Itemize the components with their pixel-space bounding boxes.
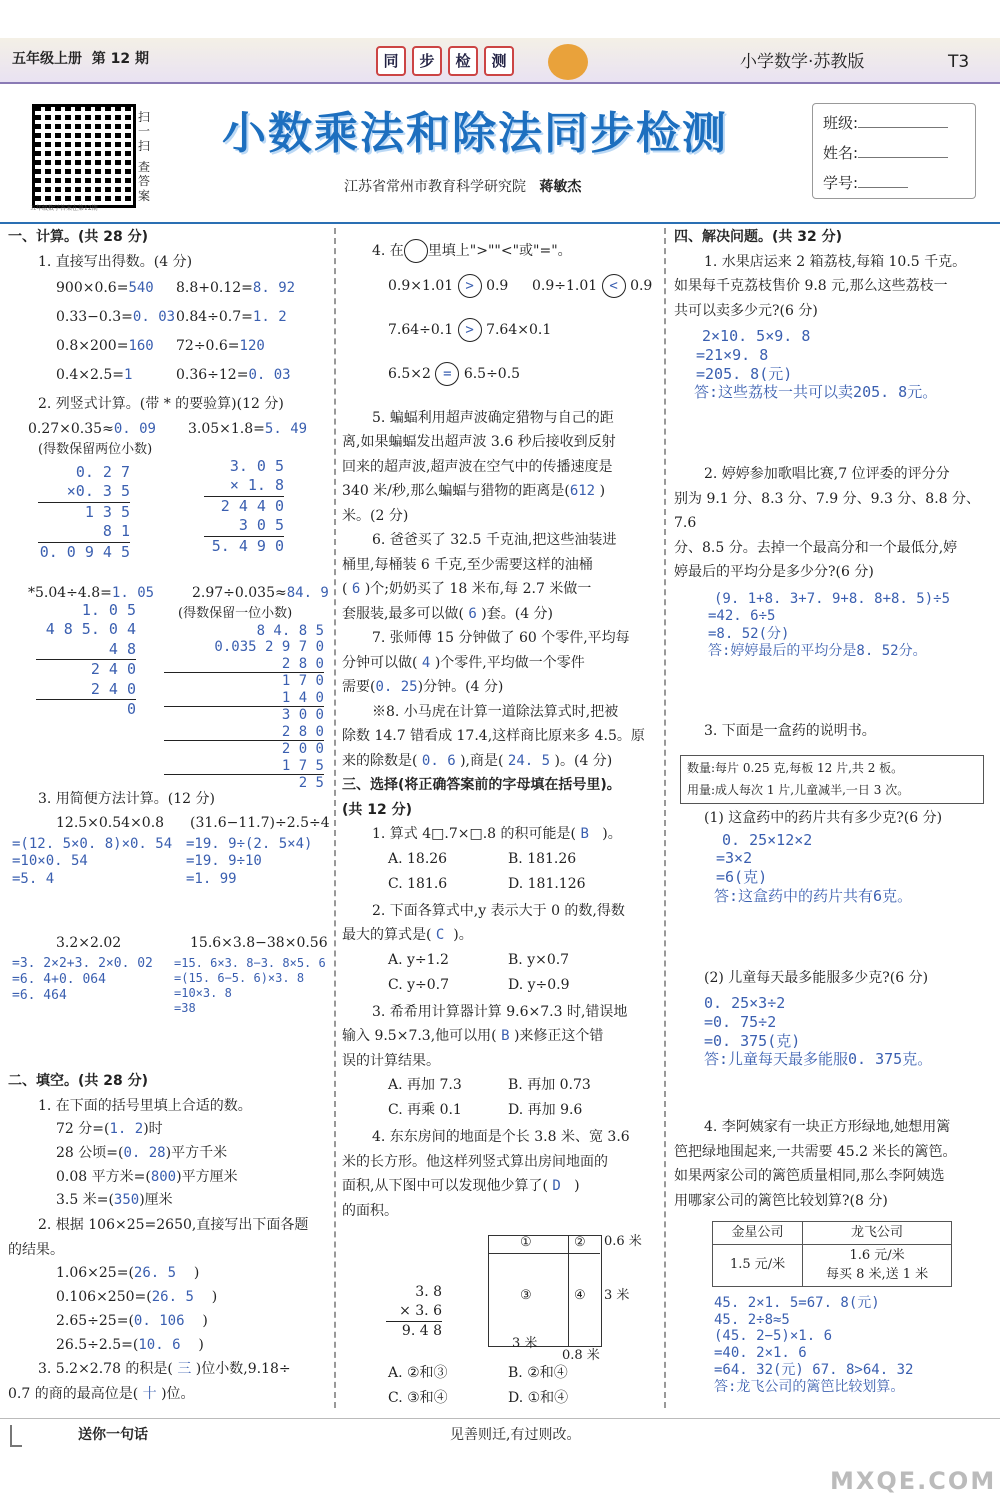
company-table — [712, 1221, 952, 1287]
calc-3-work: 1. 0 5 4 8 5. 0 4 4 8 2 4 0 2 4 0 0 — [36, 601, 136, 720]
calc-3-expr: *5.04÷4.8=1. 05 — [28, 584, 155, 601]
problem-2: 2. 婷婷参加歌唱比赛,7 位评委的评分分 别为 9.1 分、8.3 分、7.9 分、9.3 分、8.8 分、7.6 分、8.5 分。去掉一个最高分和一个最低分,婷 婷最后的平均分是多少分?(6 分) — [674, 466, 981, 580]
option[interactable]: A. ②和③ — [388, 1365, 448, 1381]
footer — [0, 1418, 1000, 1451]
simplify-3: 3.2×2.02 =3. 2×2+3. 2×0. 02 =6. 4+0. 064 =6. 464 — [12, 935, 153, 1003]
q2-prompt: 2. 列竖式计算。(带 * 的要验算)(12 分) — [38, 396, 284, 412]
simplify-calcs — [8, 811, 328, 1069]
calc-1-work: 0. 2 7 ×0. 3 5 1 3 5 8 1 0. 0 9 4 5 — [39, 462, 130, 561]
footer-quote: 见善则迁,有过则改。 — [450, 1427, 581, 1443]
table-cell: 1.5 元/米 — [713, 1245, 803, 1286]
simplify-1-steps: =(12. 5×0. 8)×0. 54 =10×0. 54 =5. 4 — [12, 835, 173, 887]
medicine-instructions: 数量:每片 0.25 克,每板 12 片,共 2 板。 用量:成人每次 1 片,儿童减半,一日 3 次。 — [680, 755, 984, 804]
option[interactable]: A. y÷1.2 — [388, 951, 449, 968]
room-figure — [342, 1233, 658, 1361]
subject-label: 小学数学·苏教版 — [740, 52, 865, 72]
compare-item: 0.9×1.01 > 0.9 — [388, 274, 508, 299]
option[interactable]: A. 再加 7.3 — [388, 1077, 462, 1093]
circle-icon — [404, 239, 428, 263]
fill-item: 0.106×250=(26. 5 ) — [56, 1288, 218, 1305]
compare-item: 0.9÷1.01 < 0.9 — [532, 274, 652, 299]
watermark: MXQE.COM — [830, 1467, 997, 1495]
corner-mark-icon — [10, 1425, 22, 1447]
footer-left: 送你一句话 — [78, 1427, 148, 1443]
compare-items — [342, 270, 658, 406]
fill-item: 2.65÷25=(0. 106 ) — [56, 1312, 208, 1329]
q5-text: 5. 蝙蝠利用超声波确定猎物与自己的距 离,如果蝙蝠发出超声波 3.6 秒后接收到反射 回来的超声波,超声波在空气中的传播速度是 340 米/秒,那么蝙蝠与猎物的距离是(612 ) 米。(2 分) — [342, 409, 616, 524]
oral-row: 900×0.6=540 — [56, 280, 154, 296]
fill-item: 28 公顷=(0. 28)平方千米 — [56, 1144, 228, 1161]
simplify-2-steps: =19. 9÷(2. 5×4) =19. 9÷10 =1. 99 — [186, 835, 313, 887]
simplify-2: (31.6−11.7)÷2.5÷4 =19. 9÷(2. 5×4) =19. 9÷10 =1. 99 — [186, 815, 330, 887]
problem-1-solution: 2×10. 5×9. 8 =21×9. 8 =205. 8(元) 答:这些荔枝一共可以卖205. 8元。 — [694, 327, 938, 402]
qr-note: 五年级数学答案在第12期 — [30, 205, 98, 212]
fill-3-prompt: 3. 5.2×2.78 的积是( 三 )位小数,9.18÷ — [38, 1361, 291, 1378]
option[interactable]: D. 181.126 — [508, 875, 586, 892]
problem-3a: (1) 这盒药中的药片共有多少克?(6 分) — [704, 810, 943, 827]
name-field[interactable]: 姓名: — [823, 140, 948, 166]
problem-4-solution: 45. 2×1. 5=67. 8(元) 45. 2÷8≈5 (45. 2−5)×1. 6 =40. 2×1. 6 =64. 32(元) 67. 8>64. 32 答:龙飞公司的篱笆比较划算。 — [714, 1294, 914, 1395]
dim-08: 0.8 米 — [562, 1348, 600, 1363]
fill-item: 26.5÷2.5=(10. 6 ) — [56, 1336, 204, 1353]
column-divider-1 — [334, 228, 336, 1408]
problem-2-solution: (9. 1+8. 3+7. 9+8. 8+8. 5)÷5 =42. 6÷5 =8. 52(分) 答:婷婷最后的平均分是8. 52分。 — [708, 590, 951, 659]
q1-prompt: 1. 直接写出得数。(4 分) — [38, 253, 193, 270]
grade-label: 五年级上册 第 12 期 — [12, 51, 149, 67]
option[interactable]: B. ②和④ — [508, 1365, 568, 1381]
fill-item: 72 分=(1. 2)时 — [56, 1121, 163, 1137]
oral-row: 0.36÷12=0. 03 — [176, 367, 291, 383]
lion-mascot-icon — [548, 44, 588, 80]
section-2-title: 二、填空。(共 28 分) — [8, 1073, 149, 1089]
fill-2-prompt: 2. 根据 106×25=2650,直接写出下面各题 — [38, 1217, 309, 1234]
region-3: ③ — [520, 1288, 532, 1303]
section-tags — [376, 46, 520, 76]
qr-code[interactable] — [32, 104, 136, 208]
simplify-1: 12.5×0.54×0.8 =(12. 5×0. 8)×0. 54 =10×0. 54 =5. 4 — [12, 815, 173, 887]
choice-3: 3. 希希用计算器计算 9.6×7.3 时,错误地 输入 9.5×7.3,他可以用( B )来修正这个错 误的计算结果。 — [342, 1003, 628, 1069]
option[interactable]: C. 181.6 — [388, 875, 448, 892]
middle-column — [342, 225, 658, 1413]
table-cell: 1.6 元/米 每买 8 米,送 1 米 — [803, 1245, 952, 1286]
keep-two-note: (得数保留两位小数) — [38, 441, 153, 457]
student-info-box — [812, 103, 976, 199]
compare-item: 7.64÷0.1 > 7.64×0.1 — [388, 318, 551, 343]
option[interactable]: B. 181.26 — [508, 850, 577, 867]
dim-3-right: 3 米 — [604, 1288, 630, 1303]
tag-4: 测 — [484, 46, 514, 76]
option[interactable]: C. 再乘 0.1 — [388, 1102, 462, 1118]
fill-1-items — [8, 1118, 328, 1213]
calc-4-work: 8 4. 8 5 0.035 2 9 7 0 2 8 0 1 7 0 1 4 0 3 0 0 2 8 0 2 0 0 1 7 5 2 5 — [164, 623, 324, 792]
choice-4-options — [342, 1361, 658, 1413]
vertical-calcs — [8, 417, 329, 792]
oral-row: 72÷0.6=120 — [176, 338, 265, 354]
choice-2-cont: 最大的算式是( C )。 — [342, 927, 473, 943]
choice-2: 2. 下面各算式中,y 表示大于 0 的数,得数 — [372, 902, 625, 919]
choice-1: 1. 算式 4□.7×□.8 的积可能是( B )。 — [372, 826, 622, 842]
class-field[interactable]: 班级: — [823, 110, 948, 136]
problem-3b-solution: 0. 25×3÷2 =0. 75÷2 =0. 375(克) 答:儿童每天最多能服0. 375克。 — [704, 994, 933, 1069]
problem-3b: (2) 儿童每天最多能服多少克?(6 分) — [704, 969, 929, 986]
option[interactable]: D. ①和④ — [508, 1390, 569, 1406]
fill-item: 0.08 平方米=(800)平方厘米 — [56, 1168, 238, 1185]
q6-text: 6. 爸爸买了 32.5 千克油,把这些油装进 桶里,每桶装 6 千克,至少需要这样的油桶 ( 6 )个;奶奶买了 18 米布,每 2.7 米做一 套服装,最多可以做( 6 )套。(4 分) — [342, 532, 617, 622]
choice-2-options — [342, 948, 658, 1000]
choice-3-options — [342, 1073, 658, 1125]
calc-2-expr: 3.05×1.8=5. 49 — [188, 420, 308, 437]
option[interactable]: C. ③和④ — [388, 1390, 448, 1406]
tag-2: 步 — [412, 46, 442, 76]
oral-row: 0.8×200=160 — [56, 338, 154, 354]
option[interactable]: D. y÷0.9 — [508, 976, 570, 993]
choice-4: 4. 东东房间的地面是个长 3.8 米、宽 3.6 米的长方形。他这样列竖式算出房间地面的 面积,从下图中可以发现他少算了( D ) 的面积。 — [342, 1129, 630, 1219]
problem-3a-solution: 0. 25×12×2 =3×2 =6(克) 答:这盒药中的药片共有6克。 — [714, 830, 913, 905]
compare-item: 6.5×2 = 6.5÷0.5 — [388, 362, 520, 387]
option[interactable]: C. y÷0.7 — [388, 976, 450, 993]
calc-4-expr: 2.97÷0.035≈84. 9 — [192, 584, 329, 601]
section-3-title: 三、选择(将正确答案前的字母填在括号里)。 — [342, 777, 621, 793]
q8-text: ※8. 小马虎在计算一道除法算式时,把被 除数 14.7 错看成 17.4,这样商比原来多 4.5。原 来的除数是( 0. 6 ),商是( 24. 5 )。(4 分) — [342, 703, 645, 769]
section-1-title: 一、计算。(共 28 分) — [8, 229, 149, 245]
oral-row: 8.8+0.12=8. 92 — [176, 280, 296, 296]
fill-2-items — [8, 1262, 328, 1357]
table-header: 金星公司 — [713, 1222, 803, 1245]
room-multiplication: 3. 8 × 3. 6 9. 4 8 — [386, 1283, 442, 1341]
title-divider — [0, 222, 1000, 224]
qr-scan-label: 扫一扫 — [138, 110, 151, 153]
oral-grid — [8, 274, 328, 392]
region-1: ① — [520, 1235, 532, 1250]
simplify-3-steps: =3. 2×2+3. 2×0. 02 =6. 4+0. 064 =6. 464 — [12, 955, 153, 1003]
dim-06: 0.6 米 — [604, 1234, 642, 1249]
right-column — [674, 225, 990, 1396]
region-4: ④ — [574, 1288, 586, 1303]
calc-2-work: 3. 0 5 × 1. 8 2 4 4 0 3 0 5 5. 4 9 0 — [204, 457, 284, 557]
left-column — [8, 225, 328, 1406]
fill-3-prompt-cont: 0.7 的商的最高位是( 十 )位。 — [8, 1385, 195, 1402]
tag-1: 同 — [376, 46, 406, 76]
option[interactable]: B. 再加 0.73 — [508, 1077, 591, 1093]
room-hline — [488, 1253, 600, 1254]
fill-2-prompt-cont: 的结果。 — [8, 1241, 64, 1258]
keep-one-note: (得数保留一位小数) — [178, 605, 293, 621]
problem-1: 1. 水果店运来 2 箱荔枝,每箱 10.5 千克。 如果每千克荔枝售价 9.8 元,那么这些荔枝一 共可以卖多少元?(6 分) — [674, 253, 967, 319]
calc-1-expr: 0.27×0.35≈0. 09 — [28, 420, 156, 437]
region-2: ② — [574, 1235, 586, 1250]
qr-answer-label: 查答案 — [138, 160, 151, 203]
compare-prompt: 4. 在 里填上">""<"或"="。 — [342, 239, 658, 264]
option[interactable]: B. y×0.7 — [508, 951, 570, 968]
table-header: 龙飞公司 — [803, 1222, 952, 1245]
oral-row: 0.4×2.5=1 — [56, 367, 133, 383]
fill-1-prompt: 1. 在下面的括号里填上合适的数。 — [38, 1097, 252, 1114]
simplify-4: 15.6×3.8−38×0.56 =15. 6×3. 8−3. 8×5. 6 =(15. 6−5. 6)×3. 8 =10×3. 8 =38 — [174, 935, 328, 1015]
dim-3-bottom: 3 米 — [512, 1336, 538, 1351]
section-4-title: 四、解决问题。(共 32 分) — [674, 229, 843, 245]
oral-row: 0.84÷0.7=1. 2 — [176, 309, 287, 325]
oral-row: 0.33−0.3=0. 03 — [56, 309, 176, 325]
problem-3: 3. 下面是一盒药的说明书。 — [704, 722, 876, 739]
q3-prompt: 3. 用简便方法计算。(12 分) — [38, 790, 215, 807]
option[interactable]: D. 再加 9.6 — [508, 1102, 583, 1118]
choice-1-options — [342, 847, 658, 899]
author-line: 江苏省常州市教育科学研究院 蒋敏杰 — [344, 179, 582, 195]
fill-item: 1.06×25=(26. 5 ) — [56, 1265, 200, 1282]
simplify-4-steps: =15. 6×3. 8−3. 8×5. 6 =(15. 6−5. 6)×3. 8 =10×3. 8 =38 — [174, 955, 326, 1015]
page-title: 小数乘法和除法同步检测 — [222, 108, 728, 159]
id-field[interactable]: 学号: — [823, 170, 908, 196]
room-vline — [568, 1235, 569, 1347]
fill-item: 3.5 米=(350)厘米 — [56, 1192, 173, 1209]
problem-4: 4. 李阿姨家有一块正方形绿地,她想用篱 笆把绿地围起来,一共需要 45.2 米长的篱笆。 如果两家公司的篱笆质量相同,那么李阿姨选 用哪家公司的篱笆比较划算?(8 分) — [674, 1119, 957, 1209]
tag-3: 检 — [448, 46, 478, 76]
column-divider-2 — [664, 228, 666, 1408]
page-number: T3 — [948, 52, 970, 72]
option[interactable]: A. 18.26 — [388, 850, 448, 867]
section-3-points: (共 12 分) — [342, 801, 413, 818]
q7-text: 7. 张师傅 15 分钟做了 60 个零件,平均每 分钟可以做( 4 )个零件,平均做一个零件 需要(0. 25)分钟。(4 分) — [342, 630, 630, 695]
